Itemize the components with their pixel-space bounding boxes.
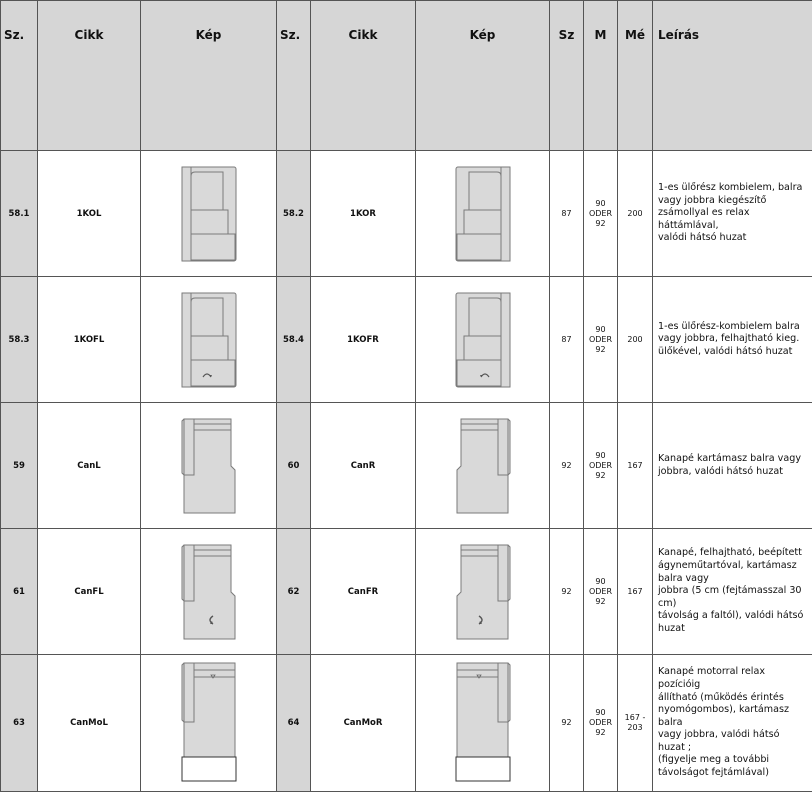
item-code-right: 1KOFR <box>311 277 416 403</box>
height-value-line: ODER <box>584 461 617 471</box>
table-body <box>1 151 812 792</box>
depth-value: 167 - 203 <box>618 655 653 792</box>
description-line: balra vagy <box>658 573 808 586</box>
item-image-right <box>416 151 550 277</box>
item-number-right: 58.4 <box>277 277 311 403</box>
description-line: nyomógombos), kartámasz balra <box>658 704 808 729</box>
height-value-line: ODER <box>584 335 617 345</box>
description-text <box>653 655 812 792</box>
kombi-element-diagram <box>455 292 511 388</box>
table-header-row <box>1 1 812 151</box>
height-value <box>584 151 618 277</box>
canape-diagram <box>455 418 511 514</box>
item-code-left: CanL <box>38 403 141 529</box>
header-kep-right: Kép <box>416 1 550 151</box>
table-row <box>1 655 812 792</box>
motor-sofa-diagram <box>455 662 511 784</box>
description-line: huzat <box>658 623 808 636</box>
item-image-right <box>416 655 550 792</box>
height-value <box>584 655 618 792</box>
height-value-line: ODER <box>584 209 617 219</box>
header-description: Leírás <box>653 1 812 151</box>
depth-value: 200 <box>618 151 653 277</box>
height-value <box>584 529 618 655</box>
description-line: vagy jobbra, felhajtható kieg. <box>658 333 808 346</box>
item-code-right: CanR <box>311 403 416 529</box>
header-seat-height: Sz <box>550 1 584 151</box>
description-line: jobbra (5 cm (fejtámasszal 30 cm) <box>658 585 808 610</box>
item-image-left <box>141 151 277 277</box>
item-number-left: 58.3 <box>1 277 38 403</box>
height-value-line: 92 <box>584 345 617 355</box>
height-value-line: 92 <box>584 219 617 229</box>
item-number-left: 59 <box>1 403 38 529</box>
item-number-right: 62 <box>277 529 311 655</box>
item-image-left <box>141 529 277 655</box>
item-number-right: 58.2 <box>277 151 311 277</box>
table-row <box>1 151 812 277</box>
description-line: jobbra, valódi hátsó huzat <box>658 466 808 479</box>
description-line: ágyneműtartóval, kartámasz <box>658 560 808 573</box>
height-value-line: ODER <box>584 718 617 728</box>
item-number-left: 63 <box>1 655 38 792</box>
header-kep-left: Kép <box>141 1 277 151</box>
description-line: (figyelje meg a további <box>658 754 808 767</box>
description-line: Kanapé motorral relax pozícióig <box>658 666 808 691</box>
height-value <box>584 277 618 403</box>
item-code-right: CanMoR <box>311 655 416 792</box>
description-line: zsámollyal es relax háttámlával, <box>658 207 808 232</box>
item-image-left <box>141 277 277 403</box>
height-value-line: 90 <box>584 199 617 209</box>
kombi-element-diagram <box>181 166 237 262</box>
height-value-line: 90 <box>584 325 617 335</box>
description-line: 1-es ülőrész-kombielem balra <box>658 321 808 334</box>
item-number-right: 60 <box>277 403 311 529</box>
seat-height-value: 87 <box>550 151 584 277</box>
item-number-left: 61 <box>1 529 38 655</box>
description-line: távolság a faltól), valódi hátsó <box>658 610 808 623</box>
kombi-element-diagram <box>455 166 511 262</box>
height-value-line: 92 <box>584 471 617 481</box>
seat-height-value: 92 <box>550 403 584 529</box>
height-value-line: 90 <box>584 708 617 718</box>
seat-height-value: 92 <box>550 655 584 792</box>
canape-diagram <box>181 418 237 514</box>
item-code-left: CanMoL <box>38 655 141 792</box>
header-cikk-left: Cikk <box>38 1 141 151</box>
header-cikk-right: Cikk <box>311 1 416 151</box>
description-text <box>653 403 812 529</box>
header-sz-right: Sz. <box>277 1 311 151</box>
description-line: Kanapé, felhajtható, beépített <box>658 547 808 560</box>
item-number-right: 64 <box>277 655 311 792</box>
description-line: ülőkével, valódi hátsó huzat <box>658 346 808 359</box>
description-line: valódi hátsó huzat <box>658 232 808 245</box>
description-text <box>653 151 812 277</box>
height-value-line: 92 <box>584 728 617 738</box>
description-line: Kanapé kartámasz balra vagy <box>658 453 808 466</box>
table-row <box>1 403 812 529</box>
item-image-left <box>141 655 277 792</box>
height-value-line: 92 <box>584 597 617 607</box>
item-code-left: 1KOFL <box>38 277 141 403</box>
canape-diagram <box>455 544 511 640</box>
item-number-left: 58.1 <box>1 151 38 277</box>
item-image-right <box>416 529 550 655</box>
item-image-right <box>416 403 550 529</box>
item-code-right: CanFR <box>311 529 416 655</box>
header-height: M <box>584 1 618 151</box>
description-text <box>653 529 812 655</box>
description-line: vagy jobbra kiegészítő <box>658 195 808 208</box>
header-depth: Mé <box>618 1 653 151</box>
depth-value: 167 <box>618 403 653 529</box>
item-code-left: CanFL <box>38 529 141 655</box>
height-value-line: 90 <box>584 577 617 587</box>
description-line: állítható (működés érintés <box>658 692 808 705</box>
canape-diagram <box>181 544 237 640</box>
depth-value: 167 <box>618 529 653 655</box>
description-line: vagy jobbra, valódi hátsó huzat ; <box>658 729 808 754</box>
table-row <box>1 529 812 655</box>
item-image-right <box>416 277 550 403</box>
height-value-line: 90 <box>584 451 617 461</box>
seat-height-value: 92 <box>550 529 584 655</box>
table-row <box>1 277 812 403</box>
description-line: 1-es ülőrész kombielem, balra <box>658 182 808 195</box>
header-sz-left: Sz. <box>1 1 38 151</box>
item-image-left <box>141 403 277 529</box>
description-line: távolságot fejtámlával) <box>658 767 808 780</box>
motor-sofa-diagram <box>181 662 237 784</box>
description-text <box>653 277 812 403</box>
height-value-line: ODER <box>584 587 617 597</box>
item-code-left: 1KOL <box>38 151 141 277</box>
height-value <box>584 403 618 529</box>
item-code-right: 1KOR <box>311 151 416 277</box>
seat-height-value: 87 <box>550 277 584 403</box>
depth-value: 200 <box>618 277 653 403</box>
kombi-element-diagram <box>181 292 237 388</box>
